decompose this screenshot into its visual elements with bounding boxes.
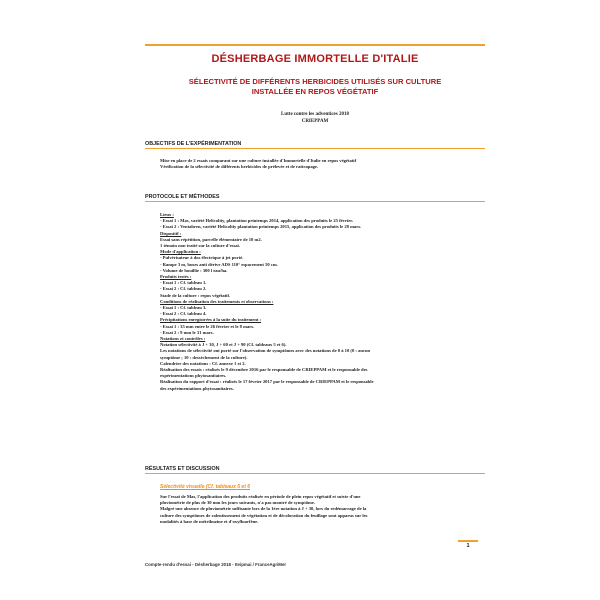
protocol-line: Calendrier des notations : Cf. annexe 1 et 2.: [160, 360, 246, 366]
document-title: DÉSHERBAGE IMMORTELLE D'ITALIE: [211, 53, 419, 65]
protocol-line: des expérimentations phytosanitaires.: [160, 385, 234, 391]
objectives-paragraph: [160, 158, 480, 170]
meta-line: Lutte contre les adventices 2018: [281, 112, 349, 117]
protocol-subheading: Mode d'application :: [160, 249, 201, 255]
protocol-line: Les notations de sélectivité ont porté sur l'observation de symptômes avec des notations de 0 à 10 (0 : aucun: [160, 348, 371, 354]
protocol-line: - Essai 1 : Cf. tableau 1.: [160, 280, 207, 286]
results-line: pluviométrie de plus de 30 mm les jours suivants, n'a pas montré de symptôme.: [160, 500, 316, 506]
protocol-line: - Essai 2 : Cf. tableau 2.: [160, 286, 207, 292]
protocol-line: - Essai 2 : 9 mm le 31 mars.: [160, 329, 214, 335]
protocol-line: Stade de la culture : repos végétatif.: [160, 292, 231, 298]
subtitle-line: INSTALLÉE EN REPOS VÉGÉTATIF: [251, 87, 379, 96]
protocol-subheading: Conditions de réalisation des traitements et observations :: [160, 298, 274, 304]
subtitle-line: SÉLECTIVITÉ DE DIFFÉRENTS HERBICIDES UTILISÉS SUR CULTURE: [188, 77, 442, 86]
protocol-line: - Rampe 3 m, buses anti dérive ADS 110° espacement 50 cm.: [160, 261, 278, 267]
page-footer: Compte-rendu d'essai - Désherbage 2018 - Iteipmai / FranceAgriMer: [145, 562, 287, 567]
results-line: culture des symptômes de ralentissement de végétation et de décoloration du feuillage sont apparus sur les: [160, 512, 368, 518]
document-subtitle: [120, 77, 510, 97]
protocol-line: Réalisation du rapport d'essai : réalisés le 17 février 2017 par le responsable de CRIEPPAM et le responsable: [160, 379, 374, 385]
protocol-line: - Pulvérisateur à dos électrique à jet porté.: [160, 255, 244, 261]
results-paragraph: [160, 494, 480, 525]
results-subheading: Sélectivité visuelle (Cf. tableaux 5 et 6: [160, 484, 251, 490]
protocol-line: - Essai 1 : 35 mm entre le 26 février et le 8 mars.: [160, 323, 255, 329]
section-heading-objectives: OBJECTIFS DE L'EXPÉRIMENTATION: [145, 141, 485, 149]
results-line: modalités à base de métribuzine et d'oxyfluorfène.: [160, 518, 259, 524]
results-line: Sur l'essai de Mas, l'application des produits réalisée en période de plein repos végétatif et suivie d'une: [160, 494, 361, 499]
protocol-subheading: Notations et contrôles :: [160, 336, 206, 342]
results-line: Malgré une absence de pluviométrie suffisante lors de la 1ère notation à J + 30, lors du redémarrage de la: [160, 506, 367, 512]
protocol-subheading: Lieux :: [160, 212, 174, 217]
protocol-line: - Essai 1 : Cf. tableau 3.: [160, 305, 207, 311]
protocol-line: symptôme ; 10 : dessèchement de la culture).: [160, 354, 248, 360]
section-heading-results: RÉSULTATS ET DISCUSSION: [145, 466, 485, 474]
protocol-line: Notation sélectivité à J + 30, J + 60 et J + 90 (Cf. tableaux 5 et 6).: [160, 342, 287, 348]
top-accent-rule: [145, 44, 485, 46]
protocol-line: expérimentations phytosanitaires.: [160, 373, 227, 379]
document-meta: [200, 111, 430, 125]
protocol-line: - Volume de bouillie : 300 l eau/ha.: [160, 267, 228, 273]
protocol-subheading: Précipitations enregistrées à la suite du traitement :: [160, 317, 262, 323]
protocol-paragraph: [160, 212, 480, 392]
page-number: 1: [466, 543, 470, 549]
meta-line: CRIEPPAM: [301, 119, 329, 124]
protocol-line: Réalisation des essais : réalisés le 9 décembre 2016 par le responsable de CRIEPPAM et le responsable des: [160, 367, 368, 373]
protocol-line: Essai sans répétition, parcelle élémentaire de 10 m2.: [160, 236, 262, 242]
protocol-subheading: Produits testés :: [160, 274, 192, 280]
protocol-line: - Essai 2 : Cf. tableau 4.: [160, 311, 207, 317]
objectives-line: Vérification de la sélectivité de différents herbicides de prélevée et de rattrapage.: [160, 164, 319, 170]
section-heading-protocol: PROTOCOLE ET MÉTHODES: [145, 194, 485, 202]
protocol-subheading: Dispositif :: [160, 230, 182, 236]
protocol-line: - Essai 2 : Ventabren, variété Helicoltiy plantation printemps 2015, application des produits le 28 mars.: [160, 224, 362, 230]
protocol-line: - Essai 1 : Mas, variété Helicoltiy, plantation printemps 2014, application des produits le 25 février.: [160, 218, 354, 224]
objectives-line: Mise en place de 2 essais comparant sur une culture installée d'Immortelle d'Italie en repos végétatif: [160, 158, 357, 163]
page-number-rule: [458, 540, 478, 542]
protocol-line: 1 témoin non traité sur la culture d'essai.: [160, 243, 240, 249]
